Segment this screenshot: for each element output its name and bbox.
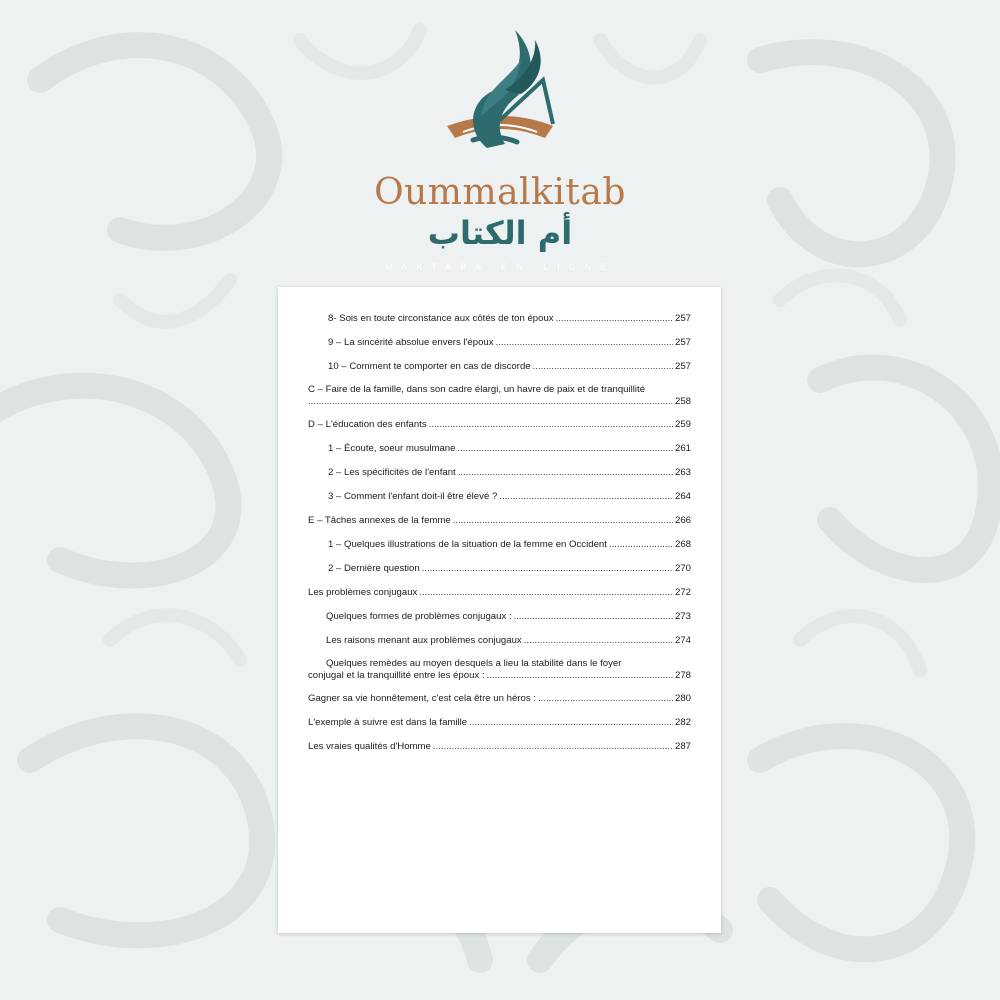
toc-entry-label: 8- Sois en toute circonstance aux côtés de ton époux — [328, 313, 554, 324]
table-of-contents — [308, 313, 691, 753]
toc-entry-page: 270 — [674, 563, 691, 574]
toc-entry — [308, 337, 691, 349]
toc-entry-page: 266 — [674, 515, 691, 526]
toc-entry — [308, 443, 691, 455]
leader-dots — [453, 515, 673, 527]
leader-dots — [487, 670, 673, 682]
toc-entry-page: 257 — [674, 337, 691, 348]
leader-dots — [556, 313, 673, 325]
toc-entry-page: 257 — [674, 313, 691, 324]
toc-entry — [308, 539, 691, 551]
toc-entry — [308, 419, 691, 431]
toc-entry-label: E – Tâches annexes de la femme — [308, 515, 451, 526]
toc-entry — [308, 717, 691, 729]
toc-entry-page: 257 — [674, 361, 691, 372]
toc-entry-page: 282 — [674, 717, 691, 728]
toc-entry-label: 2 – Dernière question — [328, 563, 420, 574]
leader-dots — [496, 337, 673, 349]
toc-entry — [308, 741, 691, 753]
toc-entry — [308, 587, 691, 599]
toc-entry — [308, 611, 691, 623]
toc-entry-label: Les raisons menant aux problèmes conjugaux — [326, 635, 522, 646]
leader-dots — [422, 563, 673, 575]
leader-dots — [499, 491, 673, 503]
leader-dots — [308, 396, 673, 408]
toc-entry-label: 10 – Comment te comporter en cas de discorde — [328, 361, 531, 372]
leader-dots — [457, 443, 673, 455]
leader-dots — [469, 717, 673, 729]
toc-entry — [308, 491, 691, 503]
toc-entry-page: 287 — [674, 741, 691, 752]
toc-entry-label-continued: conjugal et la tranquillité entre les époux : — [308, 670, 485, 681]
toc-entry-page: 272 — [674, 587, 691, 598]
toc-entry-page: 258 — [674, 396, 691, 407]
toc-entry-label: 9 – La sincérité absolue envers l'époux — [328, 337, 494, 348]
toc-entry — [308, 515, 691, 527]
brand-name-latin: Oummalkitab — [374, 172, 626, 213]
toc-entry — [308, 313, 691, 325]
toc-entry — [308, 563, 691, 575]
toc-entry-page: 278 — [674, 670, 691, 681]
toc-entry-label: L'exemple à suivre est dans la famille — [308, 717, 468, 728]
toc-entry-page: 274 — [674, 635, 691, 646]
quill-book-logo-icon — [425, 20, 575, 170]
toc-entry-label: 1 – Quelques illustrations de la situation de la femme en Occident — [328, 539, 607, 550]
toc-entry — [308, 635, 691, 647]
brand-header — [0, 0, 1000, 285]
toc-entry-label: 3 – Comment l'enfant doit-il être élevé ? — [328, 491, 498, 502]
toc-entry-page: 263 — [674, 467, 691, 478]
toc-entry-label: Gagner sa vie honnêtement, c'est cela être un héros : — [308, 693, 536, 704]
toc-entry-label: Les vraies qualités d'Homme — [308, 741, 431, 752]
toc-entry-label: 1 – Écoute, soeur musulmane — [328, 443, 456, 454]
toc-entry — [308, 384, 691, 408]
leader-dots — [538, 693, 673, 705]
toc-entry-page: 268 — [674, 539, 691, 550]
toc-entry — [308, 658, 691, 682]
leader-dots — [514, 611, 673, 623]
toc-entry — [308, 361, 691, 373]
toc-entry-label: 2 – Les spécificités de l'enfant — [328, 467, 456, 478]
toc-entry-page: 259 — [674, 419, 691, 430]
toc-entry-label: C – Faire de la famille, dans son cadre élargi, un havre de paix et de tranquillité — [308, 384, 646, 395]
leader-dots — [419, 587, 673, 599]
brand-name-arabic: أم الكتاب — [427, 214, 573, 252]
leader-dots — [433, 741, 673, 753]
toc-entry-page: 280 — [674, 693, 691, 704]
toc-entry — [308, 693, 691, 705]
toc-entry-label: Quelques remèdes au moyen desquels a lieu la stabilité dans le foyer — [326, 658, 622, 669]
toc-entry-page: 261 — [674, 443, 691, 454]
leader-dots — [533, 361, 673, 373]
toc-entry — [308, 467, 691, 479]
toc-entry-page: 273 — [674, 611, 691, 622]
toc-entry-page: 264 — [674, 491, 691, 502]
book-page — [278, 287, 721, 933]
toc-entry-label: D – L'éducation des enfants — [308, 419, 427, 430]
leader-dots — [524, 635, 673, 647]
leader-dots — [609, 539, 673, 551]
brand-tagline: MAKTABA EN LIGNE — [384, 262, 616, 272]
leader-dots — [429, 419, 673, 431]
toc-entry-label: Quelques formes de problèmes conjugaux : — [326, 611, 512, 622]
toc-entry-label: Les problèmes conjugaux — [308, 587, 418, 598]
leader-dots — [458, 467, 673, 479]
